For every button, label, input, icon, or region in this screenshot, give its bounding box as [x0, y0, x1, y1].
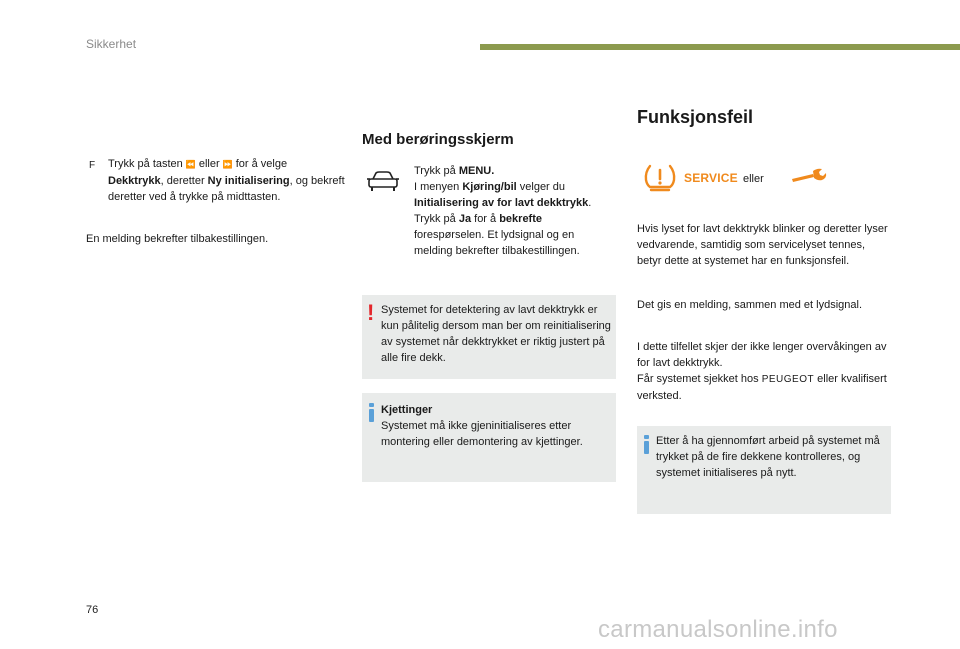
instruction-text: , og bekreft deretter ved å trykke på midttasten.	[108, 175, 345, 203]
step-text: Trykk på	[414, 165, 459, 177]
page-number: 76	[86, 604, 99, 616]
step-text: forespørselen. Et lydsignal og en melding bekrefter tilbakestillingen.	[414, 229, 580, 257]
info-body: Systemet må ikke gjeninitialiseres etter montering eller demontering av kjettinger.	[381, 420, 583, 448]
wrench-icon	[791, 168, 827, 184]
option-tire-pressure: Dekktrykk	[108, 175, 161, 187]
init-option-label: Initialisering av for lavt dekktrykk	[414, 197, 589, 209]
instruction-text: Trykk på tasten	[108, 158, 186, 170]
info-text-recheck: Etter å ha gjennomført arbeid på systemet må trykket på de fire dekkene kontrolleres, og systemet initialiseres på nytt.	[656, 435, 880, 479]
malfunction-heading: Funksjonsfeil	[637, 107, 754, 127]
fast-forward-icon: ⏩	[222, 160, 233, 169]
menu-driving-label: Kjøring/bil	[462, 181, 517, 193]
malfunction-message-text: Det gis en melding, sammen med et lydsignal.	[637, 299, 862, 311]
instruction-text: for å velge	[232, 158, 288, 170]
step-text: Trykk på	[414, 213, 459, 225]
check-text: eller kvalifisert verksted.	[637, 373, 887, 402]
info-text-chains	[381, 402, 613, 450]
yes-label: Ja	[458, 213, 472, 225]
info-i-icon	[644, 435, 649, 439]
or-label: eller	[743, 173, 764, 185]
step-text: I menyen	[414, 181, 463, 193]
step-text: for å	[471, 213, 500, 225]
instruction-text: eller	[195, 158, 223, 170]
menu-label: MENU.	[458, 165, 495, 177]
warning-exclamation-icon: !	[367, 300, 375, 325]
step-text: velger du	[516, 181, 566, 193]
header-accent-bar	[480, 44, 960, 50]
touchscreen-steps	[414, 163, 614, 259]
watermark-link[interactable]: carmanualsonline.info	[598, 616, 838, 643]
info-i-icon	[369, 403, 374, 407]
tire-pressure-warning-icon	[643, 163, 677, 193]
malfunction-description: Hvis lyset for lavt dekktrykk blinker og deretter lyser vedvarende, samtidig som servicelyset tennes, betyr dette at systemet har en funksjonsfeil.	[637, 223, 888, 267]
confirmation-text: En melding bekrefter tilbakestillingen.	[86, 233, 269, 245]
touchscreen-heading: Med berøringsskjerm	[362, 131, 514, 148]
option-new-initialisation: Ny initialisering	[207, 175, 290, 187]
warning-text: Systemet for detektering av lavt dekktrykk er kun pålitelig dersom man ber om reinitialisering av systemet når dekktrykket er riktig justert på alle fire dekk.	[381, 304, 611, 364]
car-front-icon	[366, 170, 400, 192]
bullet-marker: F	[89, 160, 96, 171]
info-title: Kjettinger	[381, 404, 433, 416]
confirm-label: bekrefte	[499, 213, 542, 225]
brand-name: PEUGEOT	[761, 374, 815, 385]
info-i-icon	[369, 409, 374, 422]
instruction-text: , deretter	[160, 175, 208, 187]
rewind-icon: ⏪	[185, 160, 196, 169]
step-text: .	[588, 197, 592, 209]
section-title: Sikkerhet	[86, 37, 137, 51]
check-text: Får systemet sjekket hos	[637, 373, 762, 385]
info-i-icon	[644, 441, 649, 454]
service-warning-icon: SERVICE	[684, 171, 738, 185]
instruction-item	[108, 156, 348, 205]
monitoring-text: I dette tilfellet skjer der ikke lenger overvåkingen av for lavt dekktrykk.	[637, 341, 887, 369]
malfunction-action-text	[637, 339, 892, 404]
